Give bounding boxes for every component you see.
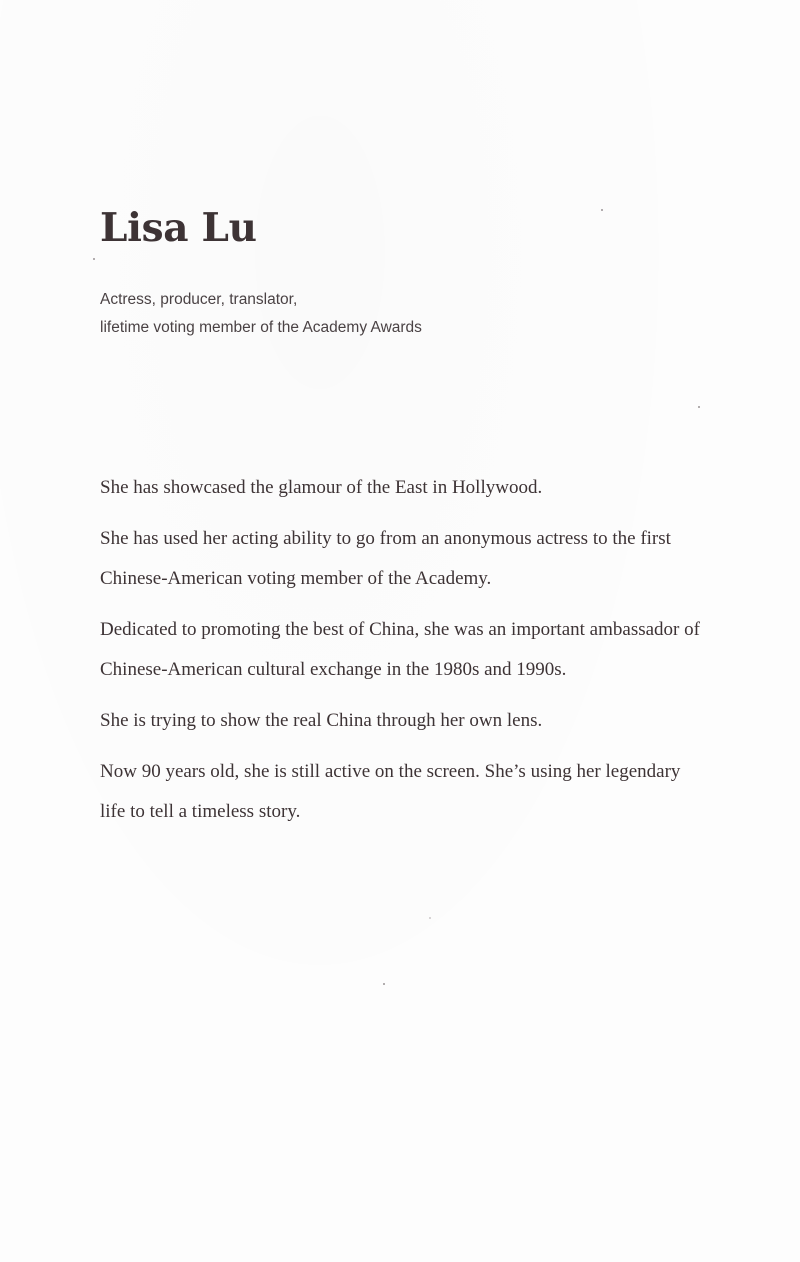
paper-speck [698,406,700,408]
subtitle-line-2: lifetime voting member of the Academy Awards [100,319,422,336]
paper-speck [429,917,431,919]
paragraph-3: Dedicated to promoting the best of China, she was an important ambassador of Chinese-American cultural exchange in the 1980s and 1990s. [100,619,700,680]
paragraph-1: She has showcased the glamour of the East in Hollywood. [100,477,543,498]
subtitle-line-1: Actress, producer, translator, [100,291,298,308]
paper-speck [93,258,95,260]
subtitle-roles [100,286,422,342]
page-title: Lisa Lu [100,205,257,251]
paper-speck [383,983,385,985]
paragraph-4: She is trying to show the real China through her own lens. [100,710,543,731]
biography-text [100,468,700,843]
paragraph-5: Now 90 years old, she is still active on the screen. She’s using her legendary life to tell a timeless story. [100,761,681,822]
paragraph-2: She has used her acting ability to go from an anonymous actress to the first Chinese-American voting member of the Academy. [100,528,671,589]
paper-speck [601,209,603,211]
